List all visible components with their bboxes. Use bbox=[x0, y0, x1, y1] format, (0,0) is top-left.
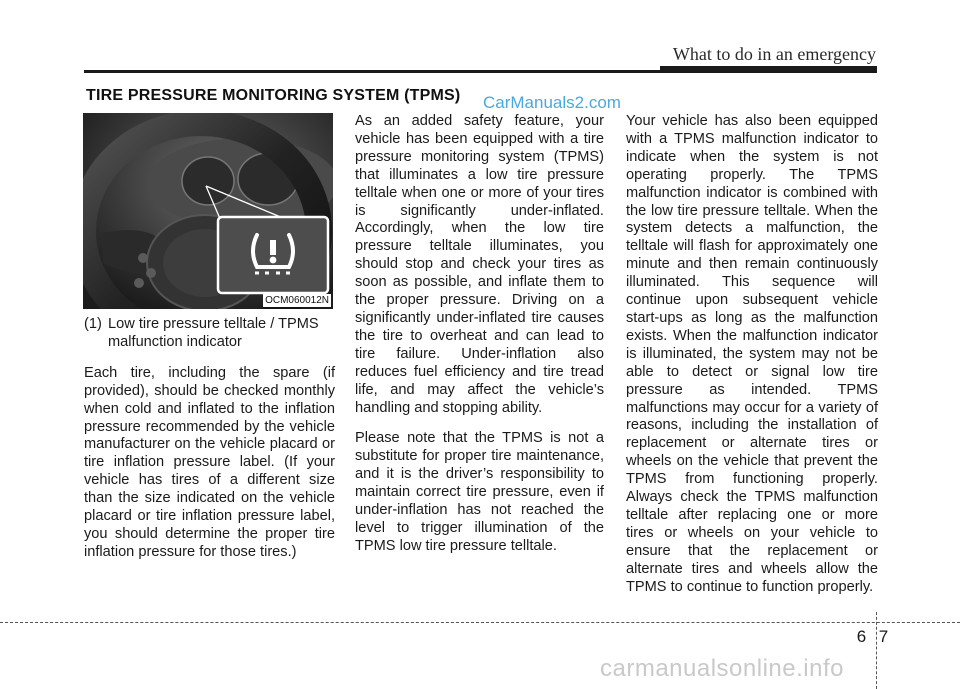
tpms-warning-icon bbox=[243, 229, 303, 285]
paragraph-malfunction-indicator: Your vehicle has also been equipped with a TPMS malfunction indicator to indicate when the system is not operating properly. The TPMS malfunction indicator is combined with the low tire pressure telltale. When the system detects a malfunction, the telltale will flash for approximately one minute and then remain continuously illuminated. This sequence will continue upon subsequent vehicle start-ups as long as the malfunction exists. When the malfunction indicator is illuminated, the system may not be able to detect or signal low tire pressure as intended. TPMS malfunctions may occur for a variety of reasons, including the installation of replacement or alternate tires or wheels on the vehicle that prevent the TPMS from functioning properly. Always check the TPMS malfunction telltale after replacing one or more tires or wheels on your vehicle to ensure that the replacement or alternate tires and wheels allow the TPMS to continue to function properly. bbox=[626, 113, 878, 595]
column-2 bbox=[355, 113, 604, 569]
tpms-figure bbox=[83, 113, 333, 309]
paragraph-tire-check: Each tire, including the spare (if provided), should be checked monthly when cold and inflated to the inflation pressure recommended by the vehicle manufacturer on the vehicle placard or tire inflation pressure label. (If your vehicle has tires of a different size than the size indicated on the vehicle placard or tire inflation pressure label, you should determine the proper tire inflation pressure for those tires.) bbox=[84, 364, 335, 560]
page-divider bbox=[876, 612, 877, 689]
footer-rule bbox=[0, 622, 960, 623]
page-index: 7 bbox=[878, 627, 889, 646]
paragraph-tpms-intro: As an added safety feature, your vehicle has been equipped with a tire pressure monitoring system (TPMS) that illuminates a low tire pressure telltale when one or more of your tires is significantly under-inflated. Accordingly, when the low tire pressure telltale illuminates, you should stop and check your tires as soon as possible, and inflate them to the proper pressure. Driving on a significantly under-inflated tire causes the tire to overheat and can lead to tire failure. Under-inflation also reduces fuel efficiency and tire tread life, and may affect the vehicle’s handling and stopping ability. bbox=[355, 113, 604, 416]
footer-watermark: carmanualsonline.info bbox=[600, 655, 844, 682]
chapter-number: 6 bbox=[856, 627, 867, 646]
chapter-title: What to do in an emergency bbox=[672, 44, 876, 64]
caption-text: Low tire pressure telltale / TPMS malfunction indicator bbox=[108, 316, 319, 350]
caption-number: (1) bbox=[84, 316, 102, 332]
paragraph-tpms-note: Please note that the TPMS is not a substitute for proper tire maintenance, and it is the driver’s responsibility to maintain correct tire pressure, even if under-inflation has not reached the level to trigger illumination of the TPMS low tire pressure telltale. bbox=[355, 430, 604, 554]
column-3 bbox=[626, 113, 878, 609]
page-number bbox=[855, 627, 890, 647]
column-1 bbox=[84, 316, 335, 575]
header-rule-accent bbox=[660, 66, 877, 73]
watermark-link[interactable]: CarManuals2.com bbox=[483, 93, 621, 112]
figure-code: OCM060012N bbox=[265, 295, 329, 306]
section-title: TIRE PRESSURE MONITORING SYSTEM (TPMS) bbox=[86, 87, 461, 104]
figure-caption bbox=[84, 316, 335, 352]
